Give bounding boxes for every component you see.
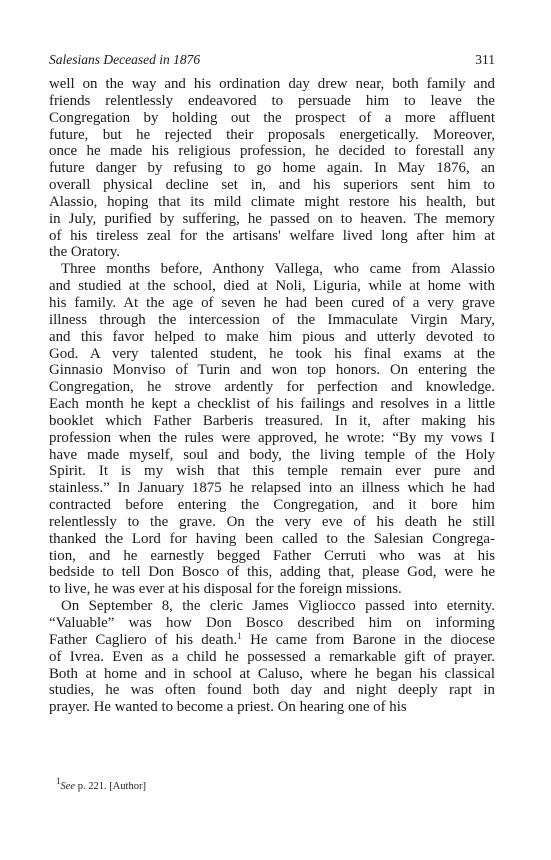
text-line: profession when the rules were approved, he wrote: “By my vows I [49,429,495,446]
text-line: studies, he was often found both day and night deeply rapt in [49,682,495,699]
text-line: and this favor helped to make him pious and utterly devoted to [49,328,495,345]
text-line: tion, and he earnestly begged Father Cerruti who was at his [49,547,495,564]
text-line: Both at home and in school at Caluso, where he began his classical [49,665,495,682]
text-line: to live, he was ever at his disposal for the foreign missions. [49,581,402,598]
text-line: contracted before entering the Congregation, and it bore him [49,497,495,514]
text-line: future danger by refusing to go home again. In May 1876, an [49,160,495,177]
text-line: God. A very talented student, he took his final exams at the [49,345,495,362]
text-line: booklet which Father Barberis treasured. In it, after making his [49,412,495,429]
footnote-see: See [60,781,76,792]
text-line: Alassio, hoping that its mild climate might restore his health, but [49,193,495,210]
footnote-text: p. 221. [Author] [75,781,146,792]
footnote-marker: 1 [56,776,61,786]
text-line: prayer. He wanted to become a priest. On hearing one of his [49,699,407,716]
text-line-start: Father Cagliero of his death. [49,631,238,648]
text-line: in July, purified by suffering, he passed on to heaven. The memory [49,210,495,227]
running-header [49,52,495,68]
paragraph [49,76,495,261]
text-line: overall physical decline set in, and his superiors sent him to [49,177,495,194]
text-line: his family. At the age of seven he had been cured of a very grave [49,294,495,311]
text-line [49,632,495,649]
text-line: Each month he kept a checklist of his failings and resolves in a little [49,396,495,413]
text-line: Ginnasio Monviso of Turin and won top honors. On entering the [49,362,495,379]
text-line: the Oratory. [49,244,120,261]
text-line: future, but he rejected their proposals energetically. Moreover, [49,126,495,143]
running-title: Salesians Deceased in 1876 [49,52,201,67]
footnote [56,776,146,792]
text-line: Spirit. It is my wish that this temple remain ever pure and [49,463,495,480]
text-line: Three months before, Anthony Vallega, who came from Alassio [61,261,495,278]
footnote-reference: 1 [237,631,242,641]
text-line: of his tireless zeal for the artisans' welfare lived long after him at [49,227,495,244]
text-line: illness through the intercession of the Immaculate Virgin Mary, [49,311,495,328]
page-number: 311 [475,52,495,67]
text-line-continuation: He came from Barone in the diocese [241,631,495,648]
body-text [49,76,495,716]
text-line: and studied at the school, died at Noli, Liguria, while at home with [49,278,495,295]
text-line: “Valuable” was how Don Bosco described him on informing [49,615,495,631]
text-line: thanked the Lord for having been called to the Salesian Congrega- [49,530,495,547]
text-line: Congregation, he strove ardently for perfection and knowledge. [49,379,495,396]
text-line: Congregation by holding out the prospect of a more affluent [49,109,495,126]
text-line: bedside to tell Don Bosco of this, adding that, please God, were he [49,564,495,581]
paragraph [49,598,495,716]
text-line: friends relentlessly endeavored to persuade him to leave the [49,92,495,109]
text-line: well on the way and his ordination day drew near, both family and [49,76,495,92]
text-line: stainless.” In January 1875 he relapsed into an illness which he had [49,480,495,497]
text-line: of Ivrea. Even as a child he possessed a remarkable gift of prayer. [49,648,495,665]
text-line: have made myself, soul and body, the living temple of the Holy [49,446,495,463]
text-line: On September 8, the cleric James Vigliocco passed into eternity. [61,598,495,615]
text-line: once he made his religious profession, he decided to forestall any [49,143,495,160]
text-line: relentlessly to the grave. On the very eve of his death he still [49,513,495,530]
paragraph [49,261,495,598]
